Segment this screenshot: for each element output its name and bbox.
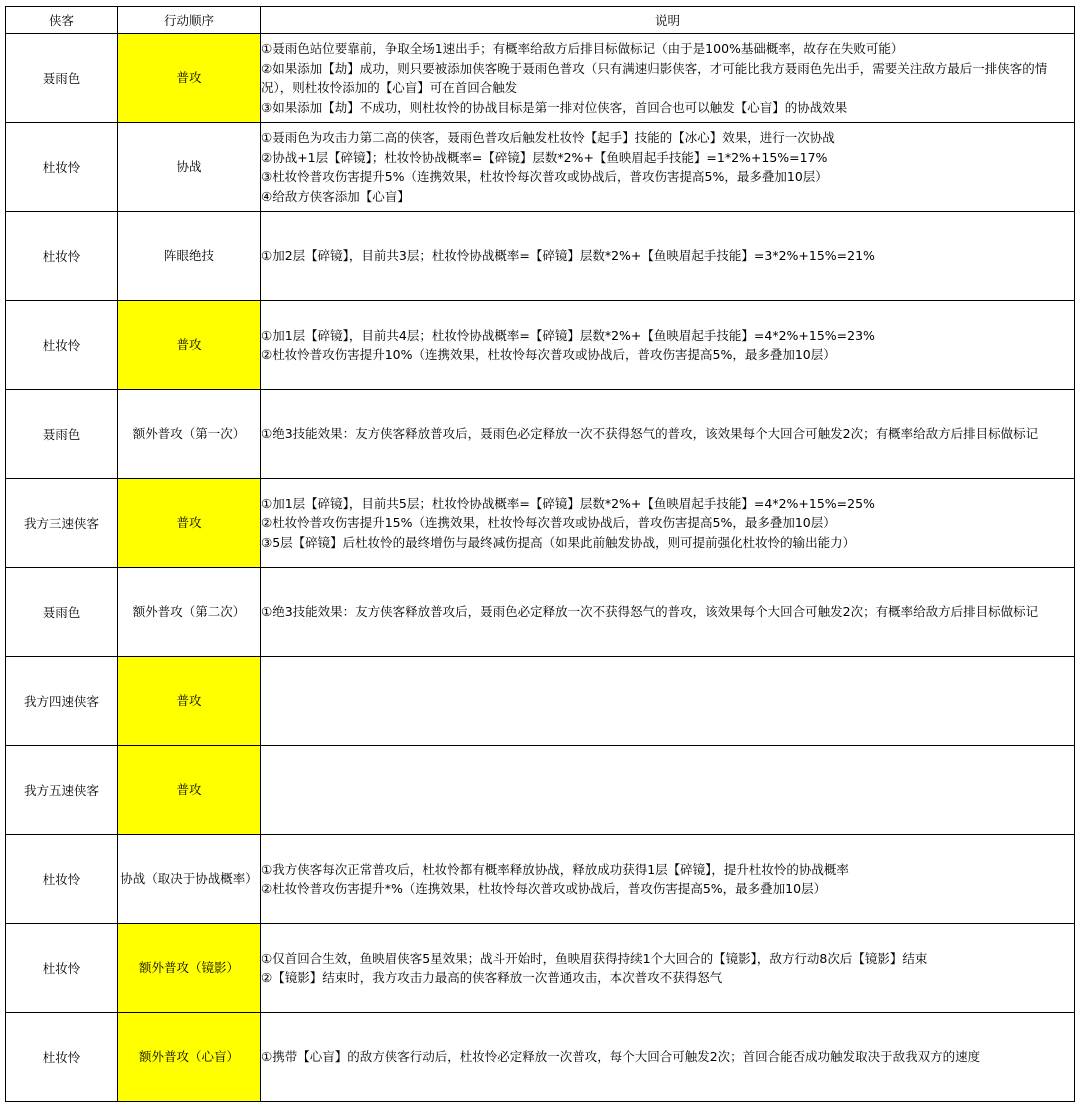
header-description: 说明: [261, 7, 1075, 34]
table-body: [6, 34, 1075, 1102]
action-order-cell: 阵眼绝技: [118, 212, 261, 301]
hero-cell: 杜妆怜: [6, 1013, 118, 1102]
header-hero: 侠客: [6, 7, 118, 34]
hero-cell: 聂雨色: [6, 34, 118, 123]
action-order-cell: 协战（取决于协战概率）: [118, 835, 261, 924]
description-cell: [261, 924, 1075, 1013]
action-order-cell: 普攻: [118, 301, 261, 390]
hero-cell: 杜妆怜: [6, 212, 118, 301]
description-cell: [261, 301, 1075, 390]
table-row: [6, 657, 1075, 746]
description-line: ②如果添加【劫】成功，则只要被添加侠客晚于聂雨色普攻（只有满速归影侠客，才可能比我方聂雨色先出手，需要关注敌方最后一排侠客的情况），则杜妆怜添加的【心盲】可在首回合触发: [261, 60, 1048, 95]
description-line: ①绝3技能效果：友方侠客释放普攻后，聂雨色必定释放一次不获得怒气的普攻，该效果每个大回合可触发2次；有概率给敌方后排目标做标记: [261, 604, 1039, 620]
hero-cell: 我方四速侠客: [6, 657, 118, 746]
description-line: ①加2层【碎镜】，目前共3层；杜妆怜协战概率=【碎镜】层数*2%+【鱼映眉起手技能】=3*2%+15%=21%: [261, 248, 875, 264]
description-line: ③杜妆怜普攻伤害提升5%（连携效果，杜妆怜每次普攻或协战后，普攻伤害提高5%，最多叠加10层）: [261, 169, 828, 184]
table-row: [6, 746, 1075, 835]
table-row: [6, 568, 1075, 657]
action-order-cell: 普攻: [118, 34, 261, 123]
hero-cell: 我方五速侠客: [6, 746, 118, 835]
description-line: ②杜妆怜普攻伤害提升*%（连携效果，杜妆怜每次普攻或协战后，普攻伤害提高5%，最多叠加10层）: [261, 881, 827, 896]
description-line: ③如果添加【劫】不成功，则杜妆怜的协战目标是第一排对位侠客，首回合也可以触发【心盲】的协战效果: [261, 99, 848, 115]
description-cell: [261, 568, 1075, 657]
table-row: [6, 1013, 1075, 1102]
description-line: ①仅首回合生效，鱼映眉侠客5星效果；战斗开始时，鱼映眉获得持续1个大回合的【镜影】，敌方行动8次后【镜影】结束: [261, 950, 928, 966]
table-row: [6, 123, 1075, 212]
hero-cell: 杜妆怜: [6, 924, 118, 1013]
table-row: [6, 924, 1075, 1013]
action-order-cell: 额外普攻（第二次）: [118, 568, 261, 657]
description-cell: [261, 123, 1075, 212]
hero-cell: 杜妆怜: [6, 123, 118, 212]
description-line: ①聂雨色站位要靠前，争取全场1速出手；有概率给敌方后排目标做标记（由于是100%基础概率，故存在失败可能）: [261, 41, 904, 56]
description-line: ①我方侠客每次正常普攻后，杜妆怜都有概率释放协战，释放成功获得1层【碎镜】，提升杜妆怜的协战概率: [261, 861, 849, 877]
table-row: [6, 34, 1075, 123]
description-line: ②【镜影】结束时，我方攻击力最高的侠客释放一次普通攻击，本次普攻不获得怒气: [261, 970, 723, 985]
table-row: [6, 301, 1075, 390]
description-cell: [261, 1013, 1075, 1102]
action-order-cell: 额外普攻（第一次）: [118, 390, 261, 479]
description-cell: [261, 479, 1075, 568]
table-row: [6, 835, 1075, 924]
hero-cell: 我方三速侠客: [6, 479, 118, 568]
action-order-cell: 普攻: [118, 746, 261, 835]
description-line: ③5层【碎镜】后杜妆怜的最终增伤与最终减伤提高（如果此前触发协战，则可提前强化杜妆怜的输出能力）: [261, 534, 856, 550]
action-order-cell: 普攻: [118, 657, 261, 746]
hero-cell: 聂雨色: [6, 390, 118, 479]
table-row: [6, 479, 1075, 568]
hero-cell: 杜妆怜: [6, 835, 118, 924]
action-order-cell: 普攻: [118, 479, 261, 568]
description-line: ②杜妆怜普攻伤害提升15%（连携效果，杜妆怜每次普攻或协战后，普攻伤害提高5%，最多叠加10层）: [261, 515, 836, 531]
hero-cell: 杜妆怜: [6, 301, 118, 390]
header-action-order: 行动顺序: [118, 7, 261, 34]
hero-cell: 聂雨色: [6, 568, 118, 657]
description-cell: [261, 390, 1075, 479]
description-line: ④给敌方侠客添加【心盲】: [261, 188, 410, 204]
description-cell: [261, 657, 1075, 746]
strategy-table: [5, 6, 1075, 1102]
description-cell: [261, 835, 1075, 924]
description-cell: [261, 746, 1075, 835]
description-line: ①绝3技能效果：友方侠客释放普攻后，聂雨色必定释放一次不获得怒气的普攻，该效果每个大回合可触发2次；有概率给敌方后排目标做标记: [261, 426, 1039, 442]
description-cell: [261, 212, 1075, 301]
table-row: [6, 390, 1075, 479]
header-row: [6, 7, 1075, 34]
description-line: ①加1层【碎镜】，目前共5层；杜妆怜协战概率=【碎镜】层数*2%+【鱼映眉起手技能】=4*2%+15%=25%: [261, 495, 875, 511]
action-order-cell: 协战: [118, 123, 261, 212]
action-order-cell: 额外普攻（镜影）: [118, 924, 261, 1013]
table-row: [6, 212, 1075, 301]
description-line: ②杜妆怜普攻伤害提升10%（连携效果，杜妆怜每次普攻或协战后，普攻伤害提高5%，最多叠加10层）: [261, 347, 836, 362]
description-line: ②协战+1层【碎镜】；杜妆怜协战概率=【碎镜】层数*2%+【鱼映眉起手技能】=1*2%+15%=17%: [261, 149, 828, 165]
action-order-cell: 额外普攻（心盲）: [118, 1013, 261, 1102]
description-line: ①携带【心盲】的敌方侠客行动后，杜妆怜必定释放一次普攻，每个大回合可触发2次；首回合能否成功触发取决于敌我双方的速度: [261, 1049, 981, 1065]
description-line: ①加1层【碎镜】，目前共4层；杜妆怜协战概率=【碎镜】层数*2%+【鱼映眉起手技能】=4*2%+15%=23%: [261, 327, 875, 343]
description-line: ①聂雨色为攻击力第二高的侠客，聂雨色普攻后触发杜妆怜【起手】技能的【冰心】效果，进行一次协战: [261, 130, 835, 145]
description-cell: [261, 34, 1075, 123]
